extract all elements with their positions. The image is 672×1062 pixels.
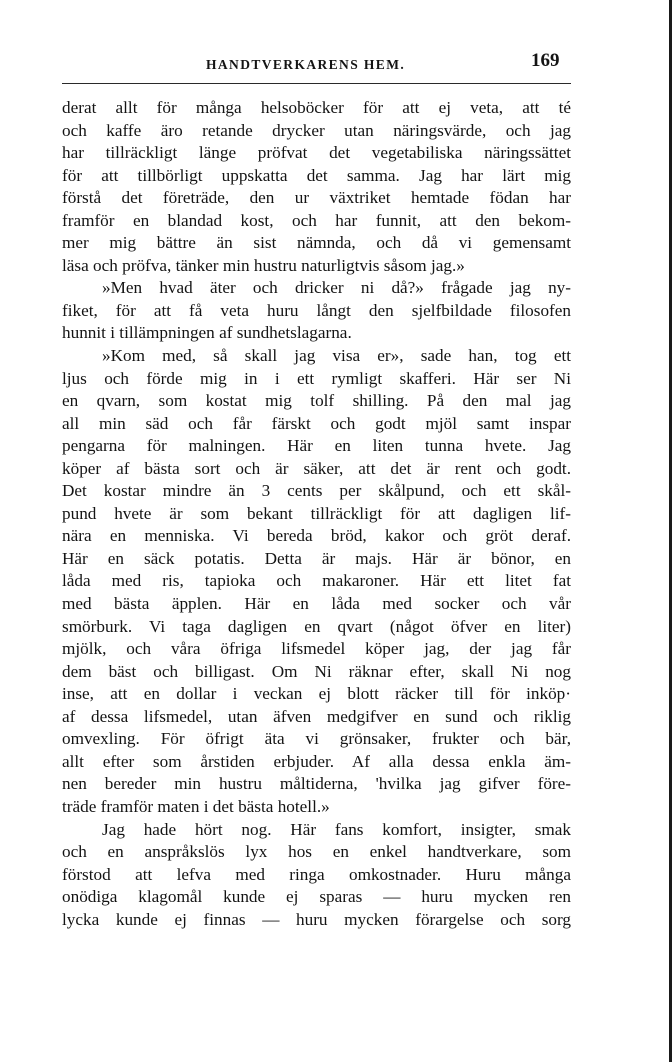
page-number: 169 [531, 50, 560, 71]
text-line: och en anspråkslös lyx hos en enkel handtverkare, som [62, 842, 571, 862]
text-line: träde framför maten i det bästa hotell.» [62, 796, 330, 816]
running-title: HANDTVERKARENS HEM. [206, 57, 406, 72]
text-line: en qvarn, som kostat mig tolf shilling. På den mal jag [62, 391, 571, 411]
text-line: framför en blandad kost, och har funnit, att den bekom- [62, 210, 571, 230]
text-line: dem bäst och billigast. Om Ni räknar efter, skall Ni nog [62, 661, 571, 681]
text-line: nära en menniska. Vi bereda bröd, kakor och gröt deraf. [62, 526, 571, 546]
text-line: låda med ris, tapioka och makaroner. Här ett litet fat [62, 571, 571, 591]
text-line: och kaffe äro retande drycker utan näringsvärde, och jag [62, 120, 571, 140]
text-line: hunnit i tillämpningen af sundhetslagarna. [62, 323, 352, 343]
text-line: »Kom med, så skall jag visa er», sade han, tog ett [102, 346, 571, 366]
text-line: förstå det företräde, den ur växtriket hemtade födan har [62, 188, 571, 208]
text-line: ljus och förde mig in i ett rymligt skafferi. Här ser Ni [62, 368, 571, 388]
text-line: »Men hvad äter och dricker ni då?» frågade jag ny- [102, 278, 571, 298]
header-rule [62, 83, 571, 84]
text-line: derat allt för många helsoböcker för att ej veta, att té [62, 98, 571, 117]
text-line: pengarna för malningen. Här en liten tunna hvete. Jag [62, 436, 571, 456]
text-line: Det kostar mindre än 3 cents per skålpund, och ett skål- [62, 481, 571, 501]
text-line: lycka kunde ej finnas — huru mycken förargelse och sorg [62, 909, 571, 929]
text-line: af dessa lifsmedel, utan äfven medgifver en sund och riklig [62, 706, 571, 726]
text-line: onödiga klagomål kunde ej sparas — huru mycken ren [62, 887, 571, 907]
text-line: mjölk, och våra öfriga lifsmedel köper jag, der jag får [62, 639, 571, 659]
text-line: mer mig bättre än sist nämnda, och då vi gemensamt [62, 233, 571, 253]
body-text [62, 97, 571, 931]
text-line: inse, att en dollar i veckan ej blott räcker till för inköp· [62, 684, 571, 704]
text-line: läsa och pröfva, tänker min hustru naturligtvis såsom jag.» [62, 255, 465, 275]
text-line: Jag hade hört nog. Här fans komfort, insigter, smak [102, 819, 571, 839]
text-line: omvexling. För öfrigt äta vi grönsaker, frukter och bär, [62, 729, 571, 749]
text-line: fiket, för att få veta huru långt den sjelfbildade filosofen [62, 300, 571, 320]
text-line: Här en säck potatis. Detta är majs. Här är bönor, en [62, 548, 571, 568]
text-line: pund hvete är som bekant tillräckligt för att dagligen lif- [62, 503, 571, 523]
text-line: nen bereder min hustru måltiderna, 'hvilka jag gifver före- [62, 774, 571, 794]
text-line: har tillräckligt länge pröfvat det vegetabiliska näringssättet [62, 143, 571, 163]
text-line: köper af bästa sort och är säker, att det är rent och godt. [62, 458, 571, 478]
text-line: förstod att lefva med ringa omkostnader. Huru många [62, 864, 571, 884]
text-line: för att tillbörligt uppskatta det samma. Jag har lärt mig [62, 165, 571, 185]
text-line: all min säd och får färskt och godt mjöl samt inspar [62, 413, 571, 433]
text-line: med bästa äpplen. Här en låda med socker och vår [62, 594, 571, 614]
text-line: smörburk. Vi taga dagligen en qvart (något öfver en liter) [62, 616, 571, 636]
text-line: allt efter som årstiden erbjuder. Af alla dessa enkla äm- [62, 751, 571, 771]
